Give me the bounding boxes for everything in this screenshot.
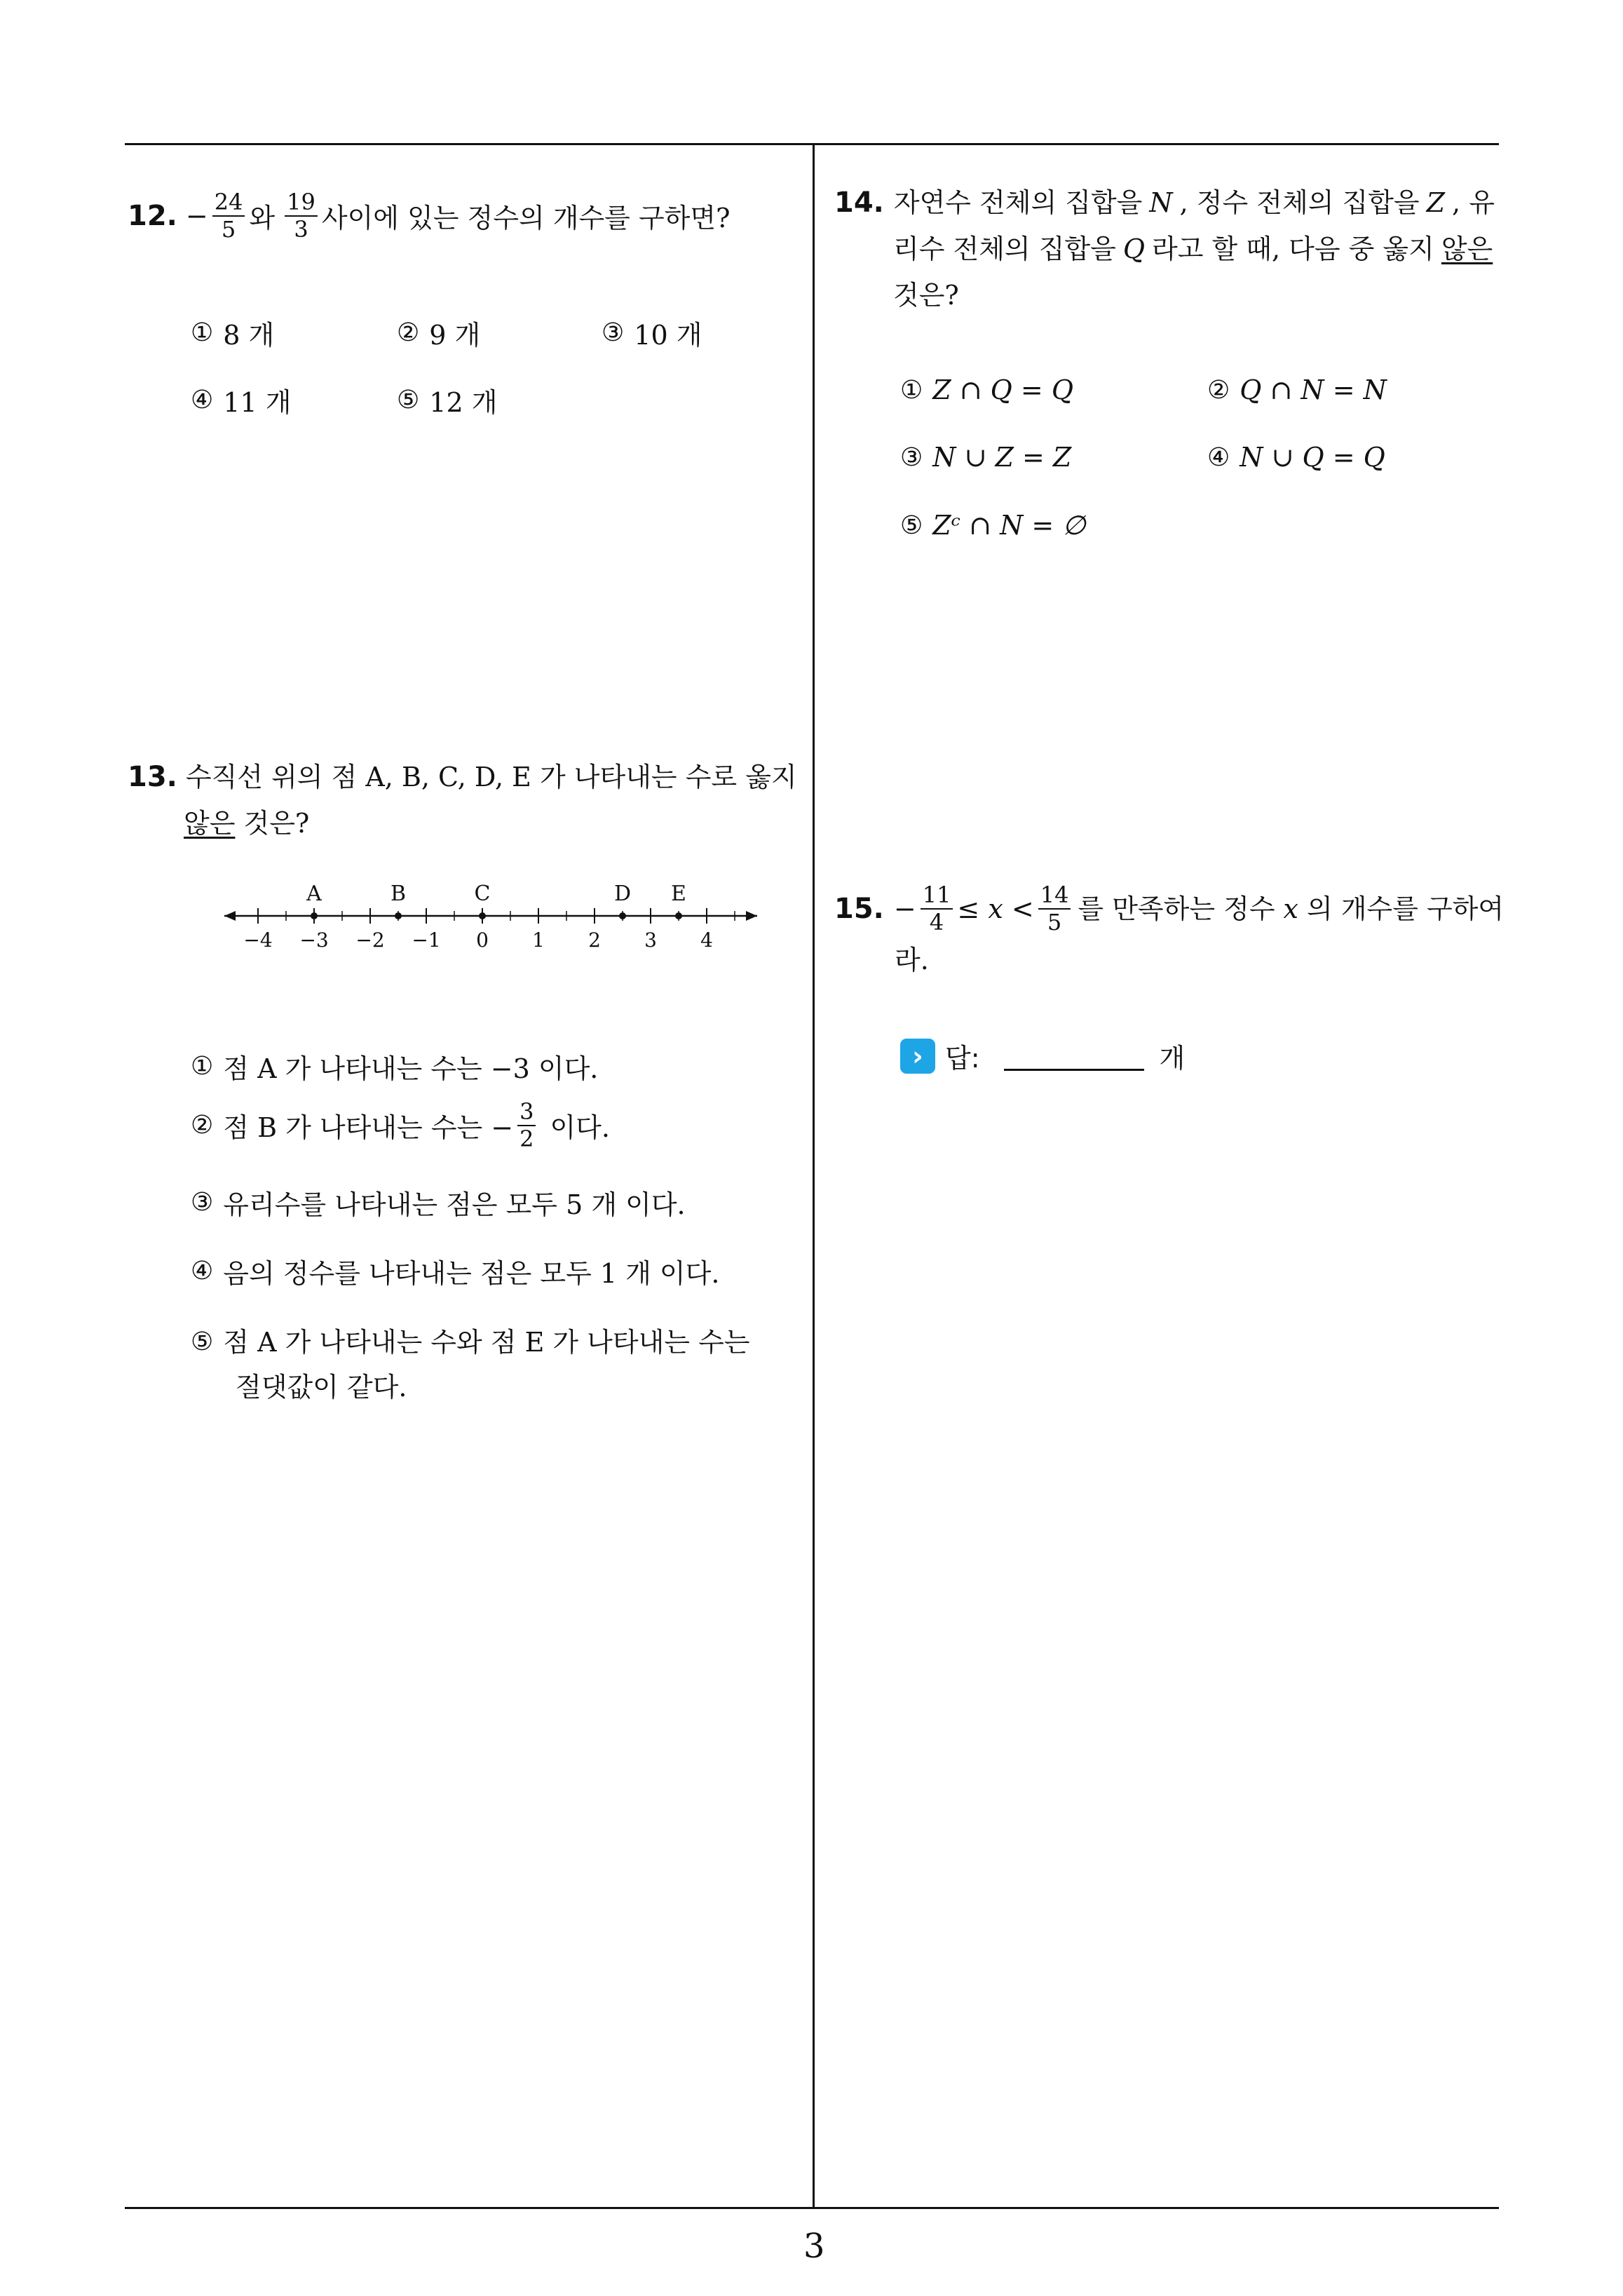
denominator: 3	[294, 215, 308, 243]
option-4[interactable]	[191, 1252, 719, 1290]
question-number: 12.	[128, 199, 177, 232]
option-3[interactable]	[602, 313, 702, 352]
underlined-word: 않은	[184, 808, 236, 839]
option-text: 11 개	[223, 387, 292, 418]
axis-arrow-right	[746, 911, 757, 921]
underlined-word: 않은	[1441, 234, 1493, 264]
denominator: 2	[520, 1125, 534, 1152]
denominator: 5	[1047, 908, 1062, 936]
fraction	[921, 882, 953, 936]
option-mark: ④	[191, 386, 214, 414]
denominator: 5	[221, 215, 236, 243]
option-2[interactable]	[1207, 374, 1387, 405]
question-text: , 유	[1452, 187, 1495, 218]
question-text: 라.	[895, 944, 929, 975]
point-label-e: E	[671, 882, 686, 906]
conjunction: 와	[249, 203, 276, 234]
point-c	[479, 912, 486, 919]
option-text: 음의 정수를 나타내는 점은 모두 1 개 이다.	[223, 1258, 720, 1289]
option-1[interactable]	[191, 313, 274, 352]
option-mark: ①	[191, 318, 214, 347]
option-text: Q ∩ N = N	[1240, 374, 1387, 405]
question-number: 14.	[834, 187, 884, 219]
option-text: 점 B 가 나타내는 수는 −	[223, 1112, 514, 1144]
option-mark: ④	[1207, 443, 1230, 472]
option-1[interactable]	[191, 1047, 598, 1086]
question-text: 라고 할 때, 다음 중 옳지	[1151, 234, 1434, 264]
set-z: Z	[1426, 187, 1446, 218]
option-text: 이다.	[550, 1112, 610, 1144]
point-label-d: D	[613, 882, 632, 906]
option-mark: ③	[602, 318, 625, 347]
option-3[interactable]	[191, 1183, 686, 1222]
point-b	[395, 912, 402, 919]
option-text: 점 A 가 나타내는 수와 점 E 가 나타내는 수는	[223, 1327, 750, 1358]
point-d	[619, 912, 626, 919]
option-mark: ②	[1207, 375, 1230, 405]
column-divider	[813, 144, 815, 2208]
option-mark: ⑤	[191, 1328, 214, 1356]
option-text: 9 개	[429, 320, 481, 351]
question-text: 것은?	[893, 280, 959, 311]
option-text: N ∪ Q = Q	[1240, 442, 1385, 473]
question-text: 를 만족하는 정수	[1078, 893, 1275, 924]
option-mark: ②	[397, 318, 420, 347]
option-mark: ④	[191, 1257, 214, 1285]
question-text: 수직선 위의 점 A, B, C, D, E 가 나타내는 수로 옳지	[185, 762, 797, 792]
option-mark: ⑤	[900, 511, 923, 540]
set-q: Q	[1122, 234, 1145, 264]
question-number: 15.	[834, 892, 884, 925]
tick-label: 3	[644, 928, 657, 952]
neg-sign: −	[893, 893, 916, 924]
option-mark: ③	[191, 1188, 214, 1217]
option-mark: ①	[191, 1052, 214, 1081]
fraction	[1038, 882, 1071, 936]
fraction	[517, 1099, 536, 1152]
option-mark: ⑤	[397, 386, 420, 414]
answer-label: 답:	[945, 1043, 980, 1074]
inequality: ≤ x <	[957, 893, 1034, 924]
question-text: , 정수 전체의 집합을	[1179, 187, 1420, 218]
numerator: 3	[517, 1099, 536, 1126]
option-text: Zᶜ ∩ N = ∅	[932, 510, 1086, 541]
question-text: 리수 전체의 집합을	[893, 234, 1116, 264]
option-text: Z ∩ Q = Q	[932, 374, 1073, 405]
option-text: 8 개	[223, 320, 275, 351]
point-e	[675, 912, 682, 919]
option-mark: ②	[191, 1111, 214, 1140]
neg-sign: −	[185, 200, 208, 231]
tick-label: −2	[355, 928, 385, 952]
tick-label: 0	[476, 928, 489, 952]
tick-label: 1	[532, 928, 545, 952]
question-14	[834, 180, 1495, 318]
tick-label: −3	[299, 928, 329, 952]
fraction	[212, 189, 245, 243]
option-4[interactable]	[191, 381, 291, 419]
point-label-a: A	[306, 882, 322, 906]
option-5[interactable]	[900, 510, 1085, 541]
option-1[interactable]	[900, 374, 1073, 405]
option-text: 점 A 가 나타내는 수는 −3 이다.	[223, 1053, 599, 1084]
question-text: 사이에 있는 정수의 개수를 구하면?	[321, 203, 731, 234]
variable-x: x	[1283, 893, 1298, 924]
option-text: 10 개	[634, 320, 702, 351]
point-label-b: B	[390, 882, 407, 906]
numerator: 11	[921, 882, 953, 910]
numerator: 24	[212, 189, 245, 217]
tick-label: −1	[412, 928, 441, 952]
option-4[interactable]	[1207, 442, 1385, 473]
question-12	[128, 189, 730, 243]
fraction	[285, 189, 318, 243]
denominator: 4	[929, 908, 944, 936]
answer-arrow-icon: ›	[900, 1039, 935, 1074]
option-mark: ①	[900, 375, 923, 405]
option-text: 12 개	[429, 387, 498, 418]
point-a	[311, 912, 318, 919]
question-number: 13.	[128, 761, 177, 793]
answer-unit: 개	[1159, 1043, 1186, 1074]
set-n: N	[1149, 187, 1173, 218]
option-5[interactable]	[397, 381, 497, 419]
tick-label: 4	[700, 928, 713, 952]
option-2[interactable]	[397, 313, 480, 352]
answer-input[interactable]	[1004, 1041, 1144, 1071]
option-3[interactable]	[900, 442, 1071, 473]
option-2[interactable]	[191, 1099, 610, 1152]
option-mark: ③	[900, 443, 923, 472]
option-text: N ∪ Z = Z	[932, 442, 1072, 473]
numerator: 19	[285, 189, 318, 217]
question-13	[128, 754, 797, 846]
page-number: 3	[803, 2227, 825, 2266]
answer-row	[900, 1036, 1185, 1075]
top-rule	[125, 143, 1499, 145]
number-line	[210, 870, 771, 961]
tick-label: −4	[243, 928, 273, 952]
point-label-c: C	[474, 882, 491, 906]
bottom-rule	[125, 2207, 1499, 2209]
tick-label: 2	[588, 928, 601, 952]
axis-arrow-left	[224, 911, 236, 921]
question-text: 자연수 전체의 집합을	[893, 187, 1143, 218]
question-15	[834, 882, 1504, 985]
option-text: 유리수를 나타내는 점은 모두 5 개 이다.	[223, 1189, 686, 1220]
question-text: 의 개수를 구하여	[1306, 893, 1505, 924]
numerator: 14	[1038, 882, 1071, 910]
question-text: 것은?	[235, 808, 310, 839]
option-text-continued: 절댓값이 같다.	[236, 1372, 407, 1403]
option-5[interactable]	[191, 1318, 750, 1410]
